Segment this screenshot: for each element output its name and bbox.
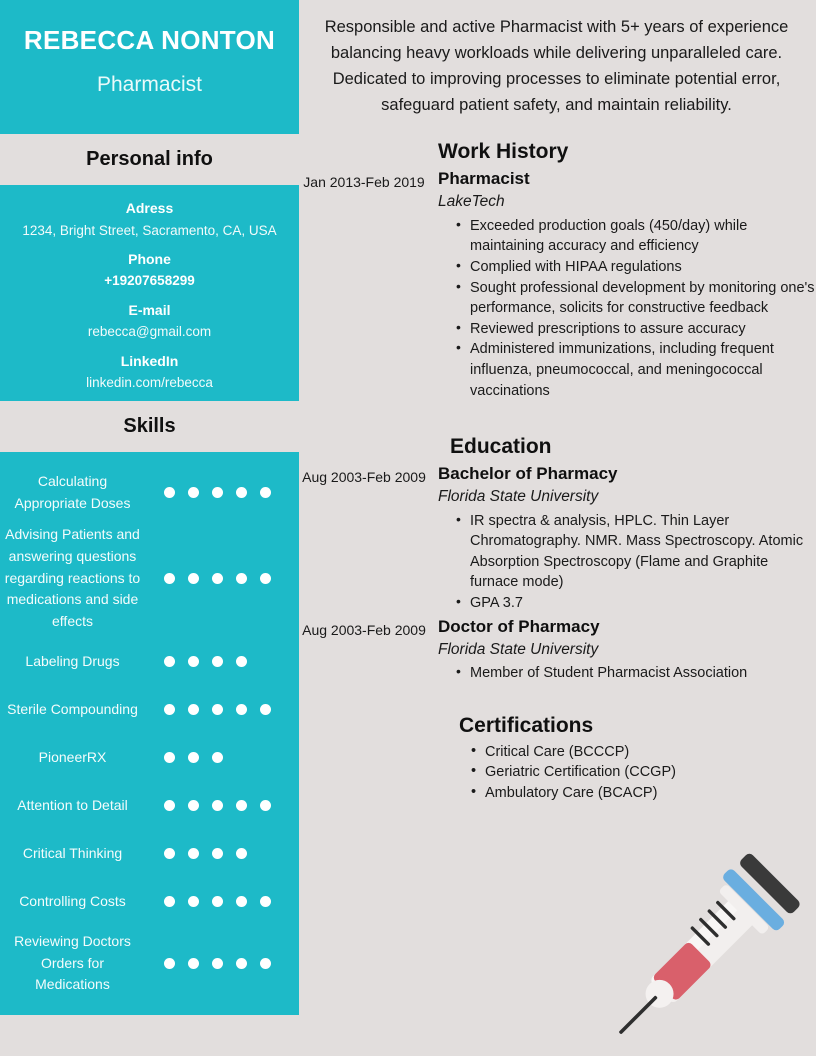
entry-bullet: • Member of Student Pharmacist Association (456, 663, 816, 684)
rating-dot-filled (212, 573, 223, 584)
certification-item: • Geriatric Certification (CCGP) (471, 762, 816, 783)
entry-date: Aug 2003-Feb 2009 (302, 469, 426, 486)
rating-dot-filled (236, 800, 247, 811)
skill-row (0, 466, 299, 519)
rating-dot-filled (260, 958, 271, 969)
skill-label: Attention to Detail (17, 796, 128, 813)
contact-value[interactable]: rebecca@gmail.com (87, 324, 212, 340)
rating-dot-filled (260, 487, 271, 498)
rating-dot-filled (236, 848, 247, 859)
rating-dot-filled (164, 487, 175, 498)
rating-dot-filled (212, 958, 223, 969)
contact-value[interactable]: 1234, Bright Street, Sacramento, CA, USA (22, 222, 277, 238)
contact-label: E-mail (128, 301, 171, 318)
skills-heading-label: Skills (123, 415, 176, 437)
skill-rating-dots (145, 848, 299, 859)
rating-dot-filled (188, 752, 199, 763)
rating-dot-filled (236, 487, 247, 498)
rating-dot-filled (188, 958, 199, 969)
rating-dot-filled (164, 656, 175, 667)
certification-item: • Critical Care (BCCCP) (471, 742, 816, 763)
skill-label: Controlling Costs (19, 892, 126, 909)
skill-label: Calculating Appropriate Doses (14, 473, 131, 511)
personal-info-heading (0, 134, 299, 185)
skill-rating-dots (145, 800, 299, 811)
personal-info-heading-label: Personal info (86, 148, 213, 170)
entry-bullet: • Reviewed prescriptions to assure accuracy (456, 319, 816, 340)
skill-label: Reviewing Doctors Orders for Medications (14, 932, 131, 993)
rating-dot-filled (188, 704, 199, 715)
certifications-heading: Certifications (459, 713, 594, 737)
rating-dot-filled (212, 800, 223, 811)
entry-date: Jan 2013-Feb 2019 (303, 174, 425, 191)
timeline-entry (299, 616, 816, 684)
page-title: REBECCA NONTON (23, 25, 276, 55)
rating-dot-filled (236, 896, 247, 907)
certification-item: • Ambulatory Care (BCACP) (471, 783, 816, 804)
skill-row (0, 734, 299, 782)
timeline-entry (299, 168, 816, 401)
skill-label: Critical Thinking (22, 844, 123, 861)
skill-rating-dots (145, 896, 299, 907)
education-entries (299, 463, 816, 684)
rating-dot-filled (260, 896, 271, 907)
rating-dot-filled (212, 752, 223, 763)
rating-dot-filled (212, 848, 223, 859)
rating-dot-filled (188, 487, 199, 498)
contact-list (0, 185, 299, 401)
certifications-list (299, 742, 816, 804)
work-history-heading: Work History (438, 140, 569, 164)
timeline-entry (299, 463, 816, 614)
rating-dot-filled (236, 656, 247, 667)
rating-dot-filled (212, 487, 223, 498)
skill-label: Sterile Compounding (7, 700, 138, 717)
entry-bullet: • IR spectra & analysis, HPLC. Thin Layer Chromatography. NMR. Mass Spectroscopy. Atomic Absorption Spectroscopy (Flame and Graphite furnace mode) (456, 511, 816, 593)
rating-dot-filled (164, 752, 175, 763)
skill-rating-dots (145, 958, 299, 969)
skill-row (0, 830, 299, 878)
entry-organization: Florida State University (438, 488, 599, 506)
skill-rating-dots (145, 573, 299, 584)
entry-bullet: • Exceeded production goals (450/day) while maintaining accuracy and efficiency (456, 216, 816, 257)
work-history-entries (299, 168, 816, 401)
rating-dot-filled (212, 896, 223, 907)
entry-body (429, 616, 816, 684)
rating-dot-filled (164, 958, 175, 969)
certifications-section (299, 714, 816, 804)
entry-role: Bachelor of Pharmacy (438, 464, 618, 484)
skill-rating-dots (145, 487, 299, 498)
rating-dot-filled (236, 704, 247, 715)
entry-body (429, 168, 816, 401)
contact-label: LinkedIn (120, 352, 179, 369)
job-title: Pharmacist (96, 72, 203, 96)
rating-dot-filled (164, 573, 175, 584)
skill-row (0, 686, 299, 734)
entry-bullet: • Complied with HIPAA regulations (456, 257, 816, 278)
skill-rating-dots (145, 752, 299, 763)
professional-summary: Responsible and active Pharmacist with 5+ years of experience balancing heavy workloads while delivering unparalleled care. Dedicated to improving processes to eliminate potential error, safeguard patient safety, and maintain reliability. (324, 18, 789, 115)
rating-dot-filled (260, 704, 271, 715)
entry-bullet-list (438, 511, 816, 614)
rating-dot-filled (164, 800, 175, 811)
rating-dot-filled (260, 573, 271, 584)
skills-heading (0, 401, 299, 452)
entry-bullet-list (438, 216, 816, 401)
work-history-section (299, 140, 816, 401)
rating-dot-filled (212, 656, 223, 667)
entry-organization: Florida State University (438, 640, 599, 658)
skill-label: PioneerRX (38, 748, 107, 765)
entry-role: Pharmacist (438, 169, 530, 189)
rating-dot-filled (212, 704, 223, 715)
rating-dot-filled (164, 896, 175, 907)
rating-dot-filled (188, 848, 199, 859)
rating-dot-filled (260, 800, 271, 811)
contact-label: Phone (128, 250, 171, 267)
skill-row (0, 638, 299, 686)
entry-date: Aug 2003-Feb 2009 (302, 621, 426, 638)
entry-organization: LakeTech (438, 193, 505, 211)
skill-label: Labeling Drugs (25, 652, 120, 669)
rating-dot-filled (236, 958, 247, 969)
entry-bullet-list (438, 663, 816, 684)
rating-dot-filled (164, 704, 175, 715)
entry-bullet: • Administered immunizations, including frequent influenza, pneumococcal, and meningococcal vaccinations (456, 339, 816, 401)
skill-row (0, 782, 299, 830)
contact-label: Adress (125, 200, 174, 216)
sidebar (0, 0, 299, 1056)
skills-list (0, 452, 299, 1015)
contact-value[interactable]: +19207658299 (104, 273, 195, 289)
entry-bullet: • GPA 3.7 (456, 593, 816, 614)
entry-role: Doctor of Pharmacy (438, 616, 600, 636)
name-header (0, 0, 299, 134)
contact-value[interactable]: linkedin.com/rebecca (86, 375, 213, 391)
skill-row (0, 926, 299, 1001)
rating-dot-filled (188, 800, 199, 811)
skill-row (0, 878, 299, 926)
skill-label: Advising Patients and answering questions regarding reactions to medications and side effects (4, 526, 141, 630)
main-content (299, 0, 816, 1056)
rating-dot-filled (188, 896, 199, 907)
entry-body (429, 463, 816, 614)
skill-row (0, 519, 299, 637)
rating-dot-filled (188, 573, 199, 584)
skill-rating-dots (145, 704, 299, 715)
rating-dot-filled (188, 656, 199, 667)
rating-dot-filled (236, 573, 247, 584)
education-heading: Education (450, 435, 552, 459)
education-section (299, 435, 816, 684)
rating-dot-filled (164, 848, 175, 859)
skill-rating-dots (145, 656, 299, 667)
entry-bullet: • Sought professional development by monitoring one's performance, solicits for constructive feedback (456, 278, 816, 319)
